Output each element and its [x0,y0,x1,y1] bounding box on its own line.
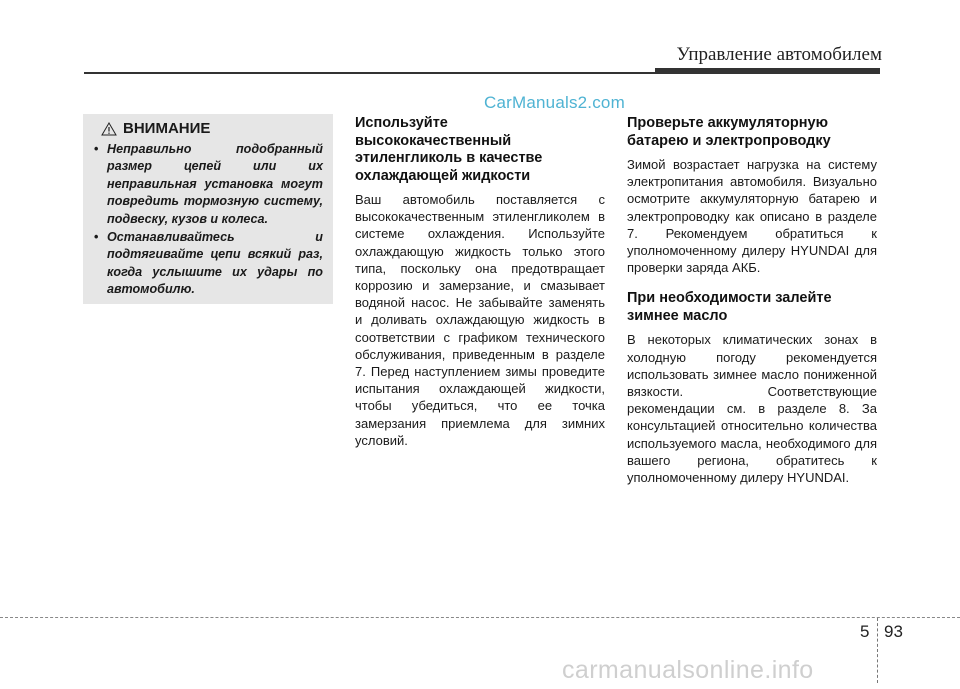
warning-item: • Неправильно подобранный размер цепей или их неправильная установка могут повредить тормозную систему, подвеску, кузов и колеса. [93,141,323,228]
warning-item: • Останавливайтесь и подтягивайте цепи всякий раз, когда услышите их удары по автомобилю. [93,229,323,299]
column-coolant [355,115,605,463]
chapter-number: 5 [860,622,870,641]
coolant-body: Ваш автомобиль поставляется с высококачественным этиленгликолем в системе охлаждения. Используйте охлаждающую жидкость только этого типа, поскольку она предотвращает коррозию и замерзание, и смазывает водяной насос. Не забывайте заменять и доливать охлаждающую жидкость в соответствии с графиком технического обслуживания, приведенным в разделе 7. Перед наступлением зимы проведите испытания охлаждающей жидкости, чтобы убедиться, что ее точка замерзания приемлема для зимних условий. [355,192,605,448]
warning-triangle-icon [101,122,117,136]
page-number: 93 [884,622,903,641]
page-number-divider [877,618,878,683]
oil-heading: При необходимости залейте зимнее масло [627,290,832,324]
header-rule [84,72,880,74]
coolant-heading: Используйте высококачественный этиленгликоль в качестве охлаждающей жидкости [355,115,543,184]
battery-heading: Проверьте аккумуляторную батарею и электропроводку [627,115,831,149]
warning-list [93,141,323,299]
watermark-top: CarManuals2.com [484,93,625,112]
oil-body: В некоторых климатических зонах в холодную погоду рекомендуется использовать зимнее масло пониженной вязкости. Соответствующие рекомендации см. в разделе 8. За консультацией относительно количества используемого масла, необходимого для вашего региона, обратитесь к уполномоченному дилеру HYUNDAI. [627,332,877,486]
warning-title: ВНИМАНИЕ [123,120,211,137]
battery-body: Зимой возрастает нагрузка на систему электропитания автомобиля. Визуально осмотрите аккумуляторную батарею и электропроводку как описано в разделе 7. Рекомендуем обратиться к уполномоченному дилеру HYUNDAI для проверки заряда АКБ. [627,157,877,276]
footer-dashed-rule [0,617,960,618]
warning-box [83,114,333,304]
page-header-title: Управление автомобилем [676,44,882,65]
watermark-bottom: carmanualsonline.info [562,656,814,684]
warning-header [101,120,323,137]
column-battery-oil [627,115,877,500]
